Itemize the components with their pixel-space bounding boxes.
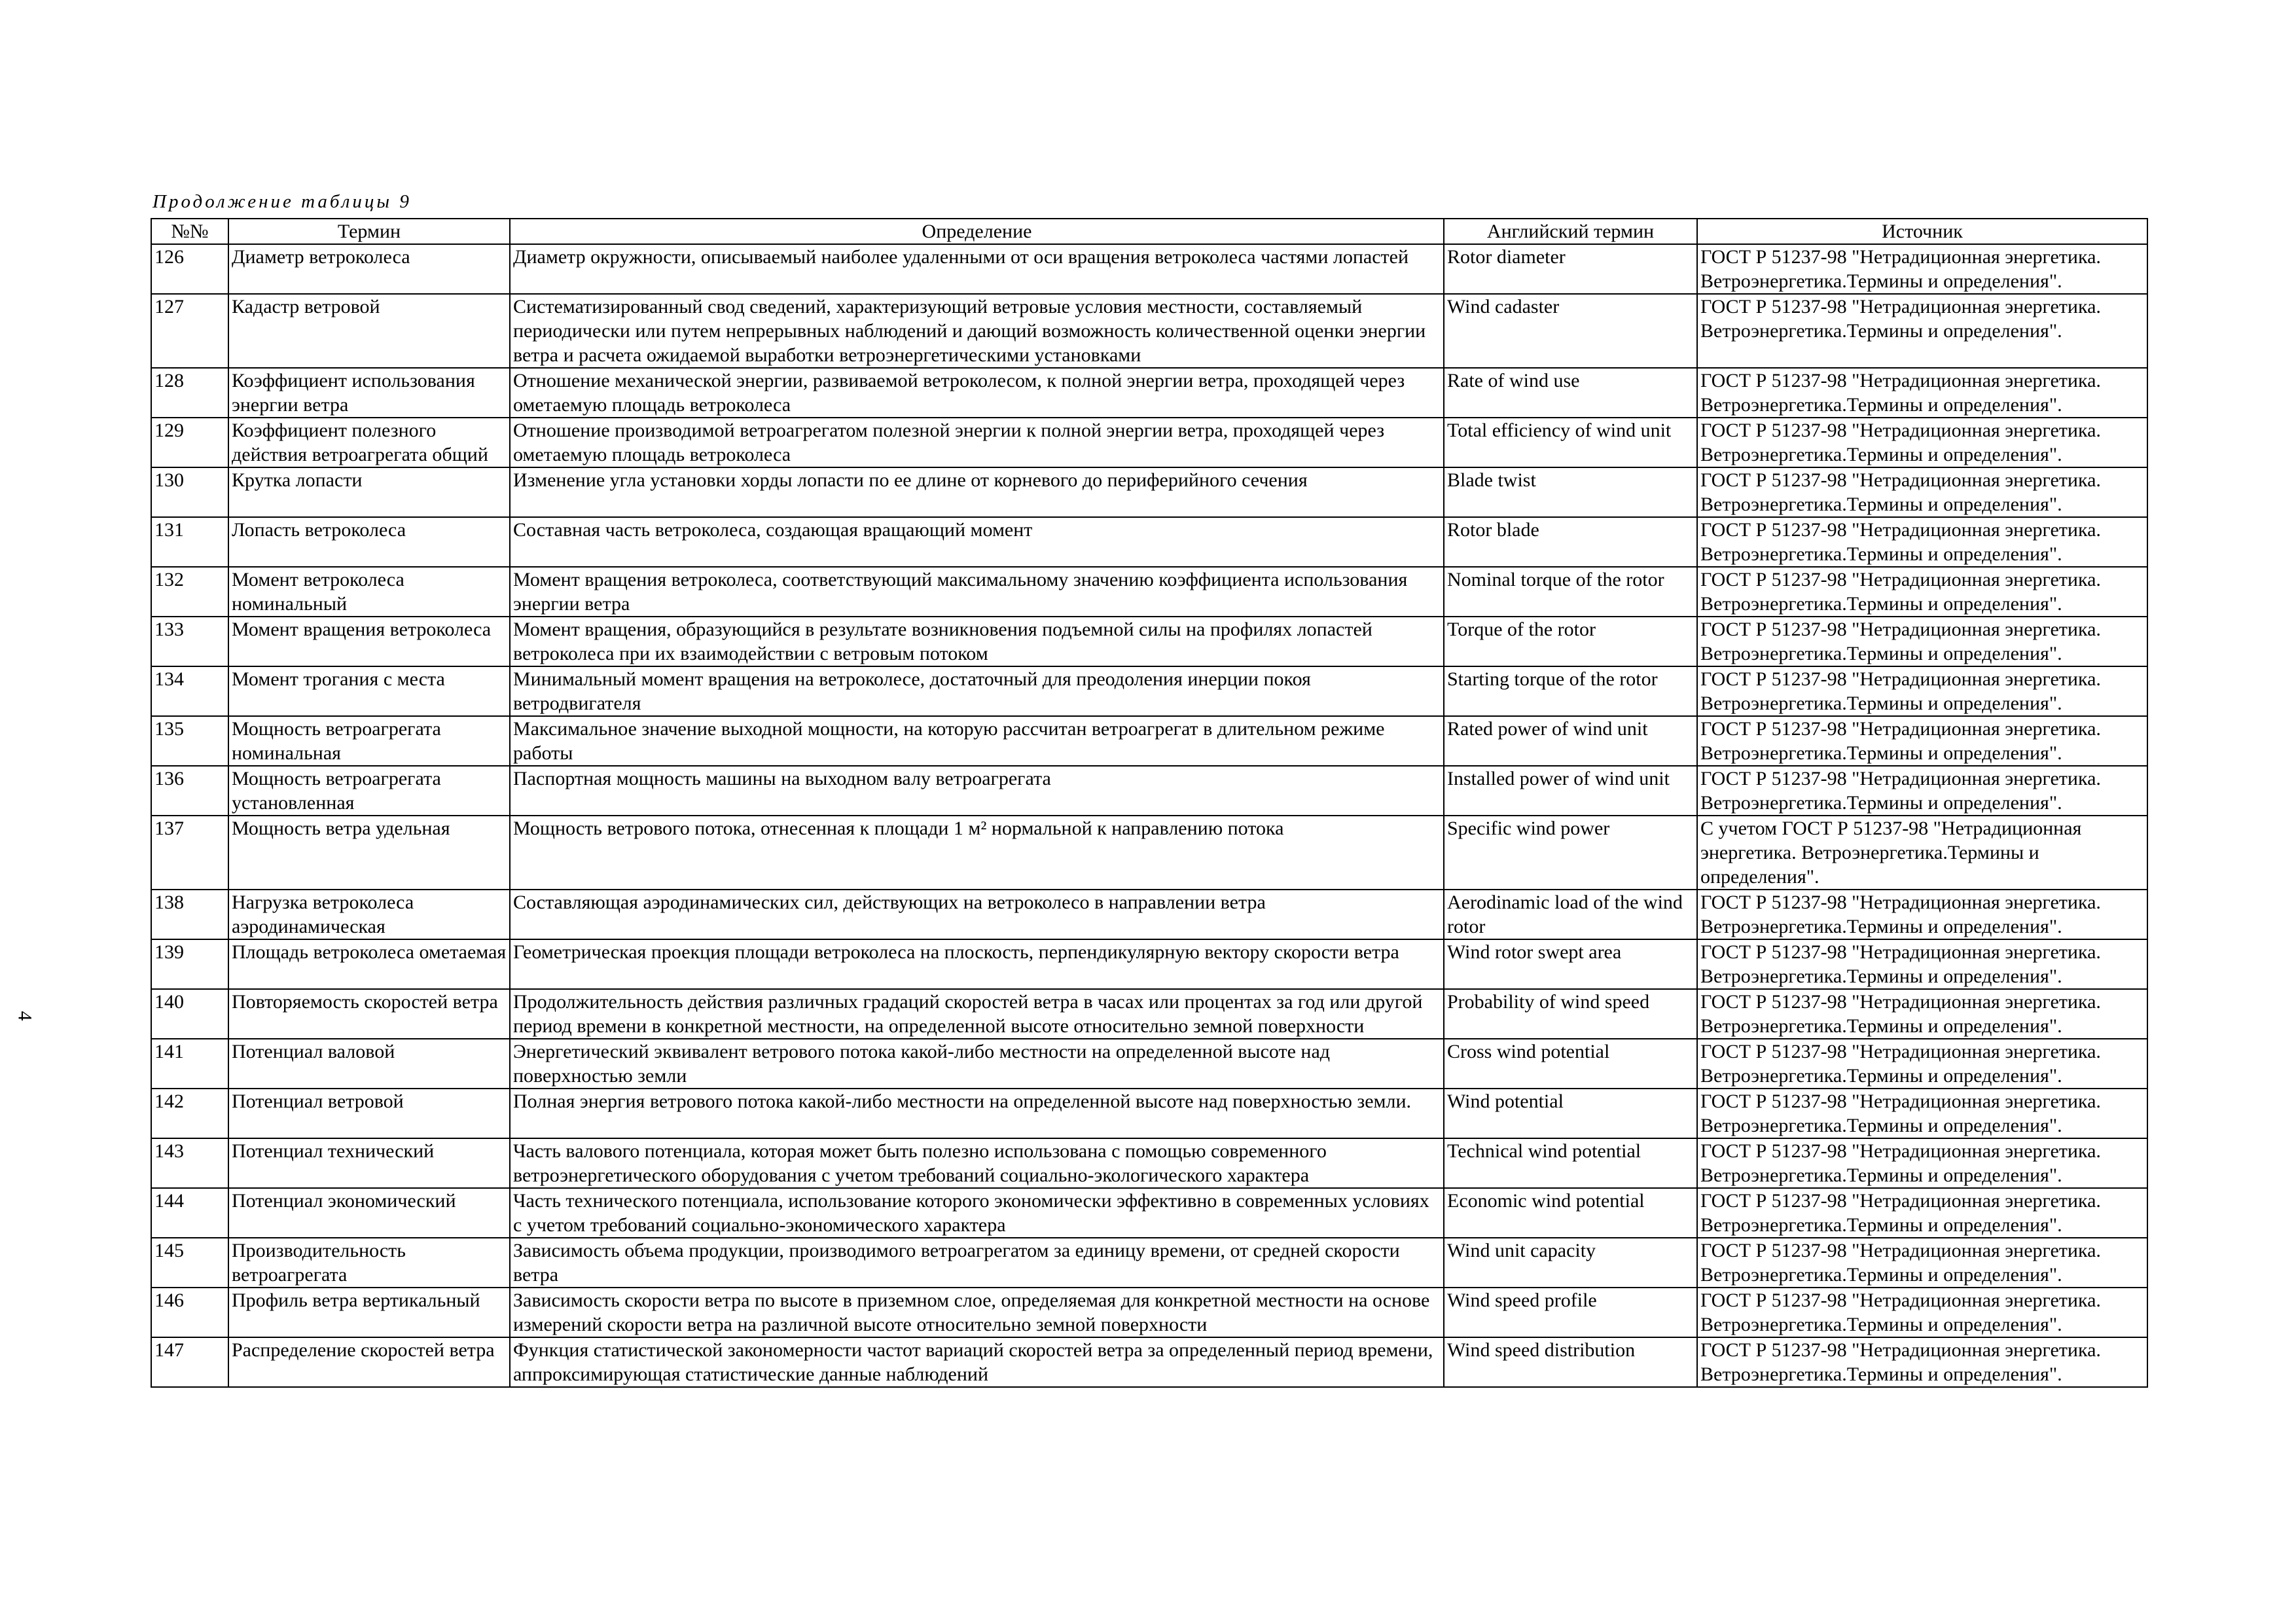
row-term: Площадь ветроколеса ометаемая [228, 939, 510, 989]
row-english-term: Wind rotor swept area [1444, 939, 1697, 989]
table-row [151, 766, 2147, 816]
table-row [151, 666, 2147, 716]
table-row [151, 939, 2147, 989]
table-row [151, 368, 2147, 418]
row-number: 142 [151, 1089, 228, 1138]
row-number: 132 [151, 567, 228, 617]
header-number: №№ [151, 219, 228, 244]
row-english-term: Wind unit capacity [1444, 1238, 1697, 1288]
row-number: 146 [151, 1288, 228, 1337]
row-definition: Систематизированный свод сведений, характеризующий ветровые условия местности, составляемый периодически или путем непрерывных наблюдений и дающий возможность количественной оценки энергии ветра и расчета ожидаемой выработки ветроэнергетическими установками [510, 294, 1444, 368]
row-source: ГОСТ Р 51237-98 "Нетрадиционная энергетика. Ветроэнергетика.Термины и определения". [1697, 467, 2147, 517]
table-row [151, 816, 2147, 890]
row-term: Повторяемость скоростей ветра [228, 989, 510, 1039]
row-number: 140 [151, 989, 228, 1039]
row-number: 139 [151, 939, 228, 989]
row-english-term: Rated power of wind unit [1444, 716, 1697, 766]
table-row [151, 1288, 2147, 1337]
row-number: 130 [151, 467, 228, 517]
row-english-term: Wind speed profile [1444, 1288, 1697, 1337]
row-term: Потенциал экономический [228, 1188, 510, 1238]
row-number: 145 [151, 1238, 228, 1288]
row-english-term: Cross wind potential [1444, 1039, 1697, 1089]
row-english-term: Total efficiency of wind unit [1444, 418, 1697, 467]
table-row [151, 617, 2147, 666]
row-definition: Диаметр окружности, описываемый наиболее удаленными от оси вращения ветроколеса частями лопастей [510, 244, 1444, 294]
row-source: ГОСТ Р 51237-98 "Нетрадиционная энергетика. Ветроэнергетика.Термины и определения". [1697, 1138, 2147, 1188]
row-definition: Паспортная мощность машины на выходном валу ветроагрегата [510, 766, 1444, 816]
row-number: 131 [151, 517, 228, 567]
row-source: ГОСТ Р 51237-98 "Нетрадиционная энергетика. Ветроэнергетика.Термины и определения". [1697, 766, 2147, 816]
row-english-term: Nominal torque of the rotor [1444, 567, 1697, 617]
row-term: Распределение скоростей ветра [228, 1337, 510, 1387]
terms-table [151, 218, 2148, 1388]
row-english-term: Rotor diameter [1444, 244, 1697, 294]
row-english-term: Economic wind potential [1444, 1188, 1697, 1238]
row-english-term: Probability of wind speed [1444, 989, 1697, 1039]
row-definition: Энергетический эквивалент ветрового потока какой-либо местности на определенной высоте над поверхностью земли [510, 1039, 1444, 1089]
row-english-term: Wind cadaster [1444, 294, 1697, 368]
row-number: 138 [151, 890, 228, 939]
row-term: Мощность ветроагрегата установленная [228, 766, 510, 816]
row-number: 133 [151, 617, 228, 666]
row-source: ГОСТ Р 51237-98 "Нетрадиционная энергетика. Ветроэнергетика.Термины и определения". [1697, 368, 2147, 418]
row-source: ГОСТ Р 51237-98 "Нетрадиционная энергетика. Ветроэнергетика.Термины и определения". [1697, 1039, 2147, 1089]
row-number: 147 [151, 1337, 228, 1387]
table-row [151, 517, 2147, 567]
row-term: Диаметр ветроколеса [228, 244, 510, 294]
row-term: Кадастр ветровой [228, 294, 510, 368]
table-row [151, 1188, 2147, 1238]
row-definition: Часть технического потенциала, использование которого экономически эффективно в современных условиях с учетом требований социально-экономического характера [510, 1188, 1444, 1238]
row-definition: Геометрическая проекция площади ветроколеса на плоскость, перпендикулярную вектору скорости ветра [510, 939, 1444, 989]
row-number: 137 [151, 816, 228, 890]
row-source: ГОСТ Р 51237-98 "Нетрадиционная энергетика. Ветроэнергетика.Термины и определения". [1697, 1337, 2147, 1387]
row-number: 135 [151, 716, 228, 766]
row-english-term: Wind speed distribution [1444, 1337, 1697, 1387]
row-definition: Отношение производимой ветроагрегатом полезной энергии к полной энергии ветра, проходящей через ометаемую площадь ветроколеса [510, 418, 1444, 467]
row-term: Момент трогания с места [228, 666, 510, 716]
header-definition: Определение [510, 219, 1444, 244]
row-definition: Момент вращения, образующийся в результате возникновения подъемной силы на профилях лопастей ветроколеса при их взаимодействии с ветровым потоком [510, 617, 1444, 666]
row-definition: Продолжительность действия различных градаций скоростей ветра в часах или процентах за год или другой период времени в конкретной местности, на определенной высоте относительно земной поверхности [510, 989, 1444, 1039]
page-number: 4 [14, 1011, 36, 1021]
row-term: Момент вращения ветроколеса [228, 617, 510, 666]
table-row [151, 244, 2147, 294]
row-source: ГОСТ Р 51237-98 "Нетрадиционная энергетика. Ветроэнергетика.Термины и определения". [1697, 666, 2147, 716]
header-term: Термин [228, 219, 510, 244]
row-term: Мощность ветра удельная [228, 816, 510, 890]
table-header-row [151, 219, 2147, 244]
row-definition: Зависимость объема продукции, производимого ветроагрегатом за единицу времени, от средней скорости ветра [510, 1238, 1444, 1288]
row-english-term: Technical wind potential [1444, 1138, 1697, 1188]
row-source: ГОСТ Р 51237-98 "Нетрадиционная энергетика. Ветроэнергетика.Термины и определения". [1697, 1089, 2147, 1138]
table-row [151, 467, 2147, 517]
row-definition: Функция статистической закономерности частот вариаций скоростей ветра за определенный период времени, аппроксимирующая статистические данные наблюдений [510, 1337, 1444, 1387]
row-source: ГОСТ Р 51237-98 "Нетрадиционная энергетика. Ветроэнергетика.Термины и определения". [1697, 1288, 2147, 1337]
row-source: ГОСТ Р 51237-98 "Нетрадиционная энергетика. Ветроэнергетика.Термины и определения". [1697, 989, 2147, 1039]
row-definition: Момент вращения ветроколеса, соответствующий максимальному значению коэффициента использования энергии ветра [510, 567, 1444, 617]
row-term: Крутка лопасти [228, 467, 510, 517]
row-term: Потенциал валовой [228, 1039, 510, 1089]
row-english-term: Torque of the rotor [1444, 617, 1697, 666]
row-definition: Составляющая аэродинамических сил, действующих на ветроколесо в направлении ветра [510, 890, 1444, 939]
row-definition: Зависимость скорости ветра по высоте в приземном слое, определяемая для конкретной местности на основе измерений скорости ветра на различной высоте относительно земной поверхности [510, 1288, 1444, 1337]
row-definition: Минимальный момент вращения на ветроколесе, достаточный для преодоления инерции покоя ветродвигателя [510, 666, 1444, 716]
row-term: Нагрузка ветроколеса аэродинамическая [228, 890, 510, 939]
table-row [151, 989, 2147, 1039]
row-term: Производительность ветроагрегата [228, 1238, 510, 1288]
table-row [151, 1337, 2147, 1387]
table-row [151, 1238, 2147, 1288]
table-row [151, 1138, 2147, 1188]
row-term: Потенциал технический [228, 1138, 510, 1188]
row-number: 128 [151, 368, 228, 418]
row-term: Профиль ветра вертикальный [228, 1288, 510, 1337]
row-source: ГОСТ Р 51237-98 "Нетрадиционная энергетика. Ветроэнергетика.Термины и определения". [1697, 294, 2147, 368]
row-source: ГОСТ Р 51237-98 "Нетрадиционная энергетика. Ветроэнергетика.Термины и определения". [1697, 890, 2147, 939]
row-term: Лопасть ветроколеса [228, 517, 510, 567]
row-source: ГОСТ Р 51237-98 "Нетрадиционная энергетика. Ветроэнергетика.Термины и определения". [1697, 244, 2147, 294]
table-row [151, 567, 2147, 617]
row-source: ГОСТ Р 51237-98 "Нетрадиционная энергетика. Ветроэнергетика.Термины и определения". [1697, 1188, 2147, 1238]
row-term: Момент ветроколеса номинальный [228, 567, 510, 617]
row-number: 141 [151, 1039, 228, 1089]
header-english-term: Английский термин [1444, 219, 1697, 244]
row-definition: Составная часть ветроколеса, создающая вращающий момент [510, 517, 1444, 567]
row-english-term: Aerodinamic load of the wind rotor [1444, 890, 1697, 939]
table-row [151, 890, 2147, 939]
row-source: ГОСТ Р 51237-98 "Нетрадиционная энергетика. Ветроэнергетика.Термины и определения". [1697, 418, 2147, 467]
row-number: 144 [151, 1188, 228, 1238]
row-number: 126 [151, 244, 228, 294]
row-english-term: Rate of wind use [1444, 368, 1697, 418]
row-definition: Часть валового потенциала, которая может быть полезно использована с помощью современного ветроэнергетического оборудования с учетом требований социально-экологического характера [510, 1138, 1444, 1188]
row-definition: Мощность ветрового потока, отнесенная к площади 1 м² нормальной к направлению потока [510, 816, 1444, 890]
table-row [151, 1089, 2147, 1138]
row-english-term: Installed power of wind unit [1444, 766, 1697, 816]
row-definition: Максимальное значение выходной мощности, на которую рассчитан ветроагрегат в длительном режиме работы [510, 716, 1444, 766]
row-number: 143 [151, 1138, 228, 1188]
row-source: ГОСТ Р 51237-98 "Нетрадиционная энергетика. Ветроэнергетика.Термины и определения". [1697, 617, 2147, 666]
row-source: ГОСТ Р 51237-98 "Нетрадиционная энергетика. Ветроэнергетика.Термины и определения". [1697, 567, 2147, 617]
table-row [151, 418, 2147, 467]
row-number: 127 [151, 294, 228, 368]
row-number: 134 [151, 666, 228, 716]
row-number: 129 [151, 418, 228, 467]
header-source: Источник [1697, 219, 2147, 244]
table-row [151, 1039, 2147, 1089]
row-number: 136 [151, 766, 228, 816]
row-term: Коэффициент использования энергии ветра [228, 368, 510, 418]
row-source: ГОСТ Р 51237-98 "Нетрадиционная энергетика. Ветроэнергетика.Термины и определения". [1697, 716, 2147, 766]
row-source: С учетом ГОСТ Р 51237-98 "Нетрадиционная энергетика. Ветроэнергетика.Термины и определения". [1697, 816, 2147, 890]
row-definition: Отношение механической энергии, развиваемой ветроколесом, к полной энергии ветра, проходящей через ометаемую площадь ветроколеса [510, 368, 1444, 418]
row-english-term: Starting torque of the rotor [1444, 666, 1697, 716]
table-row [151, 716, 2147, 766]
table-caption: Продолжение таблицы 9 [152, 191, 412, 212]
row-term: Потенциал ветровой [228, 1089, 510, 1138]
row-english-term: Specific wind power [1444, 816, 1697, 890]
row-definition: Полная энергия ветрового потока какой-либо местности на определенной высоте над поверхностью земли. [510, 1089, 1444, 1138]
row-term: Коэффициент полезного действия ветроагрегата общий [228, 418, 510, 467]
row-english-term: Rotor blade [1444, 517, 1697, 567]
row-english-term: Blade twist [1444, 467, 1697, 517]
row-source: ГОСТ Р 51237-98 "Нетрадиционная энергетика. Ветроэнергетика.Термины и определения". [1697, 517, 2147, 567]
table-row [151, 294, 2147, 368]
row-source: ГОСТ Р 51237-98 "Нетрадиционная энергетика. Ветроэнергетика.Термины и определения". [1697, 1238, 2147, 1288]
row-definition: Изменение угла установки хорды лопасти по ее длине от корневого до периферийного сечения [510, 467, 1444, 517]
row-source: ГОСТ Р 51237-98 "Нетрадиционная энергетика. Ветроэнергетика.Термины и определения". [1697, 939, 2147, 989]
row-english-term: Wind potential [1444, 1089, 1697, 1138]
row-term: Мощность ветроагрегата номинальная [228, 716, 510, 766]
